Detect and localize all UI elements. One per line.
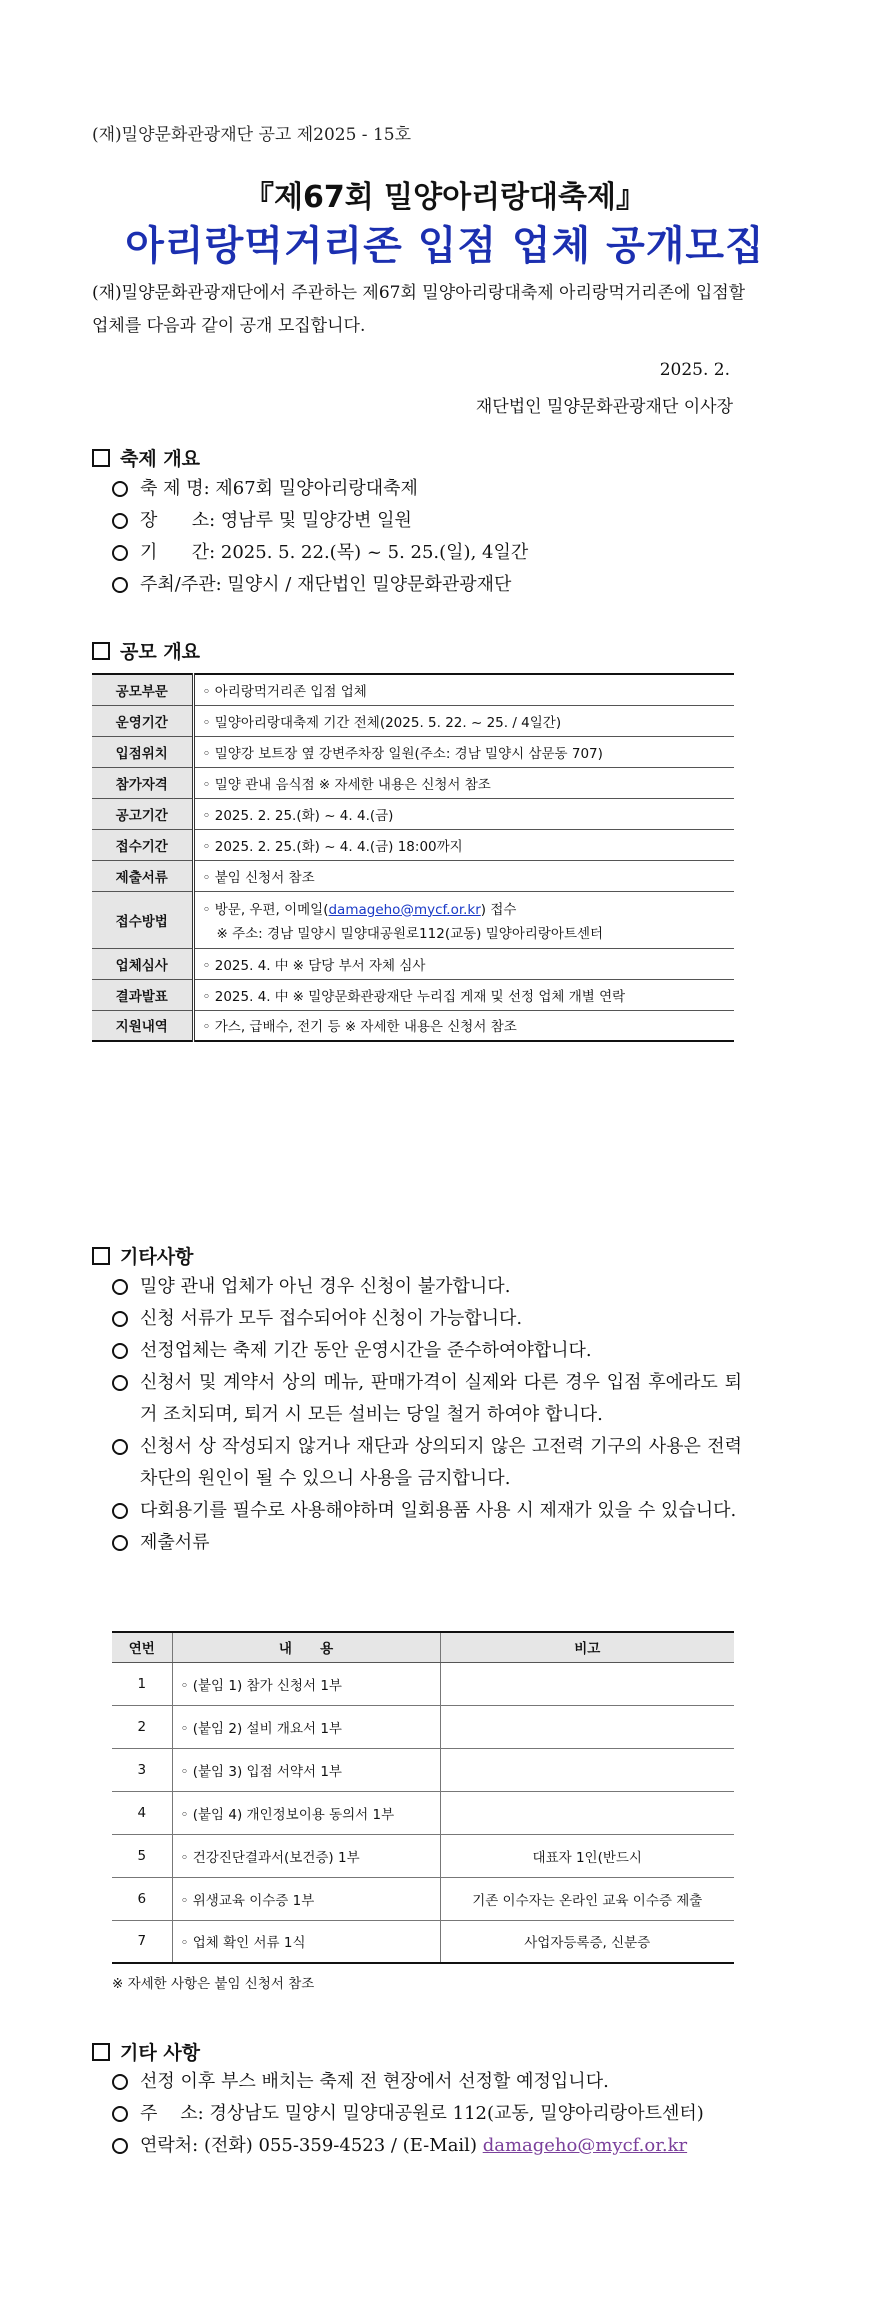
list-item: 장 소: 영남루 및 밀양강변 일원	[112, 505, 742, 537]
intro-text: (재)밀양문화관광재단에서 주관하는 제67회 밀양아리랑대축제 아리랑먹거리존에 입점할 업체를 다음과 같이 공개 모집합니다.	[92, 283, 746, 336]
table-row: 공모부문 ◦ 아리랑먹거리존 입점 업체	[92, 674, 734, 705]
checkbox-square-icon	[92, 1247, 110, 1265]
circle-bullet-icon	[112, 481, 128, 497]
section-etc2-heading	[92, 2038, 200, 2065]
table-row: 7 ◦ 업체 확인 서류 1식 사업자등록증, 신분증	[112, 1920, 734, 1963]
section-title: 기타사항	[120, 1246, 194, 1268]
circle-bullet-icon	[112, 1535, 128, 1551]
circle-bullet-icon	[112, 1279, 128, 1295]
list-item: 다회용기를 필수로 사용해야하며 일회용품 사용 시 제재가 있을 수 있습니다.	[112, 1495, 742, 1527]
list-item: 제출서류	[112, 1527, 742, 1559]
table-row: 지원내역 ◦ 가스, 급배수, 전기 등 ※ 자세한 내용은 신청서 참조	[92, 1010, 734, 1041]
circle-bullet-icon	[112, 513, 128, 529]
list-item: 신청서 상 작성되지 않거나 재단과 상의되지 않은 고전력 기구의 사용은 전력 차단의 원인이 될 수 있으니 사용을 금지합니다.	[112, 1431, 742, 1495]
section-title: 기타 사항	[120, 2042, 201, 2064]
circle-bullet-icon	[112, 2074, 128, 2090]
documents-footnote: ※ 자세한 사항은 붙임 신청서 참조	[112, 1976, 315, 1992]
section-festival-heading	[92, 444, 200, 471]
list-item: 신청 서류가 모두 접수되어야 신청이 가능합니다.	[112, 1303, 742, 1335]
circle-bullet-icon	[112, 1439, 128, 1455]
checkbox-square-icon	[92, 449, 110, 467]
list-item: 선정업체는 축제 기간 동안 운영시간을 준수하여야합니다.	[112, 1335, 742, 1367]
table-row: 접수기간 ◦ 2025. 2. 25.(화) ~ 4. 4.(금) 18:00까지	[92, 829, 734, 860]
circle-bullet-icon	[112, 545, 128, 561]
checkbox-square-icon	[92, 642, 110, 660]
documents-table	[112, 1631, 734, 1964]
list-item: 주최/주관: 밀양시 / 재단법인 밀양문화관광재단	[112, 569, 742, 601]
table-row: 접수방법 ◦ 방문, 우편, 이메일(damageho@mycf.or.kr) 접수 ※ 주소: 경남 밀양시 밀양대공원로112(교동) 밀양아리랑아트센터	[92, 891, 734, 948]
table-row: 5 ◦ 건강진단결과서(보건증) 1부 대표자 1인(반드시	[112, 1834, 734, 1877]
checkbox-square-icon	[92, 2043, 110, 2061]
circle-bullet-icon	[112, 577, 128, 593]
list-item: 기 간: 2025. 5. 22.(목) ~ 5. 25.(일), 4일간	[112, 537, 742, 569]
table-row: 참가자격 ◦ 밀양 관내 음식점 ※ 자세한 내용은 신청서 참조	[92, 767, 734, 798]
circle-bullet-icon	[112, 1503, 128, 1519]
recruit-title: 아리랑먹거리존 입점 업체 공개모집	[125, 223, 765, 269]
section-title: 공모 개요	[120, 641, 201, 663]
circle-bullet-icon	[112, 2138, 128, 2154]
festival-title: 『제67회 밀양아리랑대축제』	[244, 180, 646, 215]
notice-date: 2025. 2.	[659, 360, 730, 380]
list-item: 축 제 명: 제67회 밀양아리랑대축제	[112, 473, 742, 505]
list-item: 주 소: 경상남도 밀양시 밀양대공원로 112(교동, 밀양아리랑아트센터)	[112, 2098, 762, 2130]
festival-list	[112, 473, 742, 601]
list-item: 밀양 관내 업체가 아닌 경우 신청이 불가합니다.	[112, 1271, 742, 1303]
etc-list	[112, 1271, 742, 1559]
section-title: 축제 개요	[120, 448, 201, 470]
list-item: 연락처: (전화) 055-359-4523 / (E-Mail) damageho@mycf.or.kr	[112, 2130, 762, 2162]
table-row: 공고기간 ◦ 2025. 2. 25.(화) ~ 4. 4.(금)	[92, 798, 734, 829]
circle-bullet-icon	[112, 1375, 128, 1391]
list-item: 신청서 및 계약서 상의 메뉴, 판매가격이 실제와 다른 경우 입점 후에라도 퇴거 조치되며, 퇴거 시 모든 설비는 당일 철거 하여야 합니다.	[112, 1367, 742, 1431]
issuer: 재단법인 밀양문화관광재단 이사장	[475, 397, 733, 417]
table-header-row: 연번 내 용 비고	[112, 1632, 734, 1662]
section-etc-heading	[92, 1242, 193, 1269]
contact-email-link[interactable]: damageho@mycf.or.kr	[482, 2135, 688, 2156]
table-row: 운영기간 ◦ 밀양아리랑대축제 기간 전체(2025. 5. 22. ~ 25. / 4일간)	[92, 705, 734, 736]
circle-bullet-icon	[112, 1311, 128, 1327]
table-row: 3 ◦ (붙임 3) 입점 서약서 1부	[112, 1748, 734, 1791]
table-row: 제출서류 ◦ 붙임 신청서 참조	[92, 860, 734, 891]
table-row: 결과발표 ◦ 2025. 4. 中 ※ 밀양문화관광재단 누리집 게재 및 선정 업체 개별 연락	[92, 979, 734, 1010]
table-row: 1 ◦ (붙임 1) 참가 신청서 1부	[112, 1662, 734, 1705]
table-row: 입점위치 ◦ 밀양강 보트장 옆 강변주차장 일원(주소: 경남 밀양시 삼문동 707)	[92, 736, 734, 767]
table-row: 6 ◦ 위생교육 이수증 1부 기존 이수자는 온라인 교육 이수증 제출	[112, 1877, 734, 1920]
email-link[interactable]: damageho@mycf.or.kr	[328, 901, 481, 918]
circle-bullet-icon	[112, 2106, 128, 2122]
recruit-table	[92, 673, 734, 1042]
etc2-list	[112, 2066, 762, 2162]
list-item: 선정 이후 부스 배치는 축제 전 현장에서 선정할 예정입니다.	[112, 2066, 762, 2098]
table-row: 4 ◦ (붙임 4) 개인정보이용 동의서 1부	[112, 1791, 734, 1834]
circle-bullet-icon	[112, 1343, 128, 1359]
table-row: 2 ◦ (붙임 2) 설비 개요서 1부	[112, 1705, 734, 1748]
section-recruit-heading	[92, 637, 200, 664]
notice-number: (재)밀양문화관광재단 공고 제2025 - 15호	[92, 125, 412, 145]
table-row: 업체심사 ◦ 2025. 4. 中 ※ 담당 부서 자체 심사	[92, 948, 734, 979]
